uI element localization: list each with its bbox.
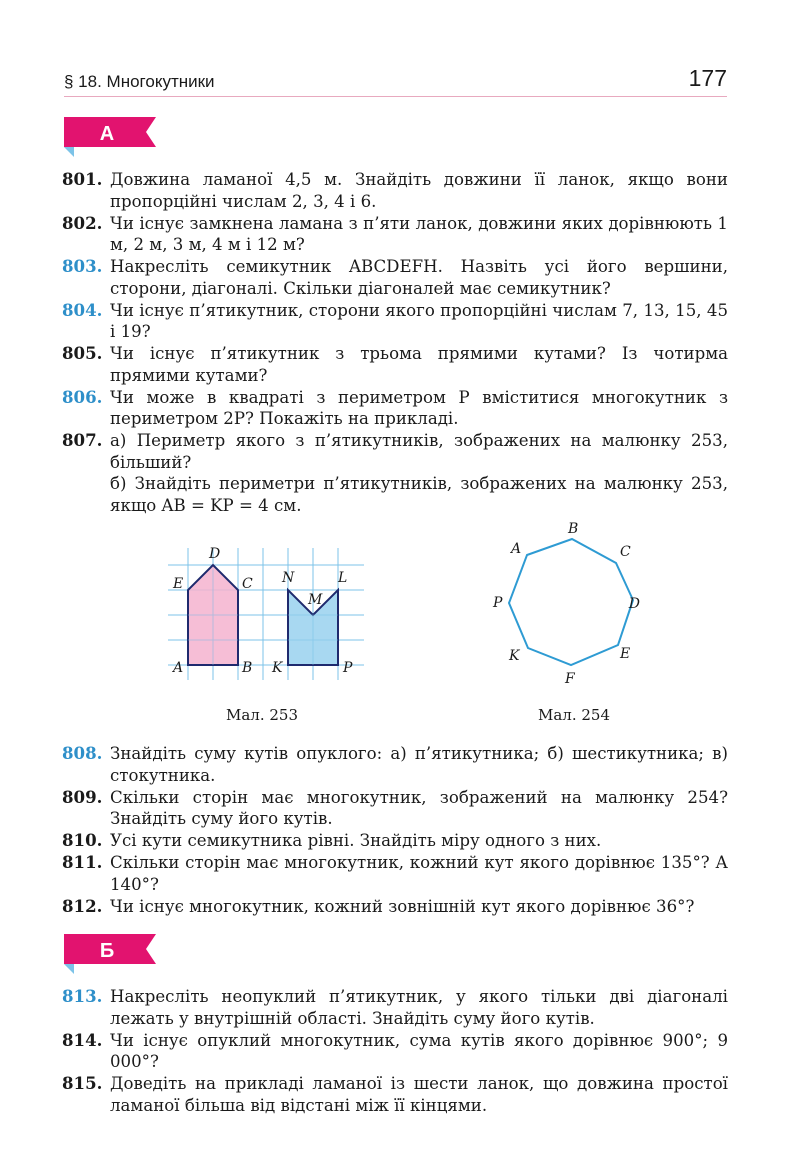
problem-text: Чи може в квадраті з периметром P вміститися многокутник з периметром 2P? Покажіть на прикладі.: [110, 387, 728, 428]
section-title: § 18. Многокутники: [64, 72, 215, 91]
problem-number: 806.: [62, 386, 103, 407]
figure-253-254: [160, 520, 640, 700]
problem-807: [62, 430, 728, 516]
problem-text: Накресліть неопуклий п’ятикутник, у якого тільки дві діагоналі лежать у внутрішній області. Знайдіть суму його кутів.: [110, 987, 728, 1028]
problem-number: 809.: [62, 786, 103, 807]
problem-813: [62, 986, 728, 1029]
problem-text: Чи існує опуклий многокутник, сума кутів якого дорівнює 900°; 9 000°?: [110, 1030, 728, 1071]
problem-text: [110, 430, 728, 516]
problem-text: Чи існує п’ятикутник з трьома прямими кутами? Із чотирма прямими кутами?: [110, 344, 728, 385]
label-A: A: [511, 541, 522, 557]
problem-list-a: [62, 169, 728, 517]
problem-number: 808.: [62, 743, 103, 763]
label-P: P: [493, 595, 503, 611]
problem-text: Чи існує замкнена ламана з п’яти ланок, довжини яких дорівнюють 1 м, 2 м, 3 м, 4 м і 12 м?: [110, 213, 728, 254]
problem-811: [62, 852, 728, 895]
problem-number: 811.: [62, 852, 103, 872]
problem-number: 813.: [62, 986, 103, 1006]
problem-part-b: б) Знайдіть периметри п’ятикутників, зображених на малюнку 253, якщо AB = KP = 4 см.: [110, 474, 728, 515]
section-letter-b: Б: [99, 940, 115, 962]
problem-810: [62, 830, 728, 852]
label-A: A: [173, 660, 184, 676]
problem-part-a: а) Периметр якого з п’ятикутників, зображених на малюнку 253, більший?: [110, 431, 728, 472]
problem-number: 805.: [62, 343, 103, 363]
problem-text: Усі кути семикутника рівні. Знайдіть міру одного з них.: [110, 831, 602, 850]
problem-text: Доведіть на прикладі ламаної із шести ланок, що довжина простої ламаної більша від відстані між її кінцями.: [110, 1074, 728, 1115]
problem-number: 802.: [62, 212, 103, 233]
problem-812: [62, 896, 728, 918]
problem-text: Знайдіть суму кутів опуклого: а) п’ятикутника; б) шестикутника; в) стокутника.: [110, 744, 728, 785]
problem-801: [62, 169, 728, 212]
label-E: E: [173, 576, 184, 592]
problem-text: Накресліть семикутник ABCDEFH. Назвіть усі його вершини, сторони, діагоналі. Скільки діагоналей має семикутник?: [110, 257, 728, 298]
problem-text: Чи існує многокутник, кожний зовнішній кут якого дорівнює 36°?: [110, 896, 695, 916]
figure-253-caption: Мал. 253: [226, 706, 298, 724]
problem-text: Скільки сторін має многокутник, зображений на малюнку 254? Знайдіть суму його кутів.: [110, 787, 728, 828]
label-M: M: [308, 592, 323, 608]
problem-text: Чи існує п’ятикутник, сторони якого пропорційні числам 7, 13, 15, 45 і 19?: [110, 300, 728, 341]
page-number: 177: [688, 65, 727, 91]
problem-text: Скільки сторін має многокутник, кожний кут якого дорівнює 135°? А 140°?: [110, 853, 728, 894]
label-L: L: [338, 570, 348, 586]
label-D: D: [628, 596, 640, 612]
problem-814: [62, 1030, 728, 1073]
figures-block: [160, 520, 640, 730]
problem-802: [62, 213, 728, 256]
problem-number: 812.: [62, 895, 103, 916]
section-tag-b: [64, 934, 156, 972]
problem-list-a2: [62, 743, 728, 918]
problem-number: 807.: [62, 430, 103, 450]
label-D: D: [209, 546, 221, 562]
problem-number: 814.: [62, 1029, 103, 1050]
section-tag-a: [64, 117, 156, 155]
problem-808: [62, 743, 728, 786]
problem-809: [62, 787, 728, 830]
problem-815: [62, 1073, 728, 1116]
label-K: K: [509, 648, 520, 664]
problem-804: [62, 300, 728, 343]
label-F: F: [565, 671, 575, 687]
label-B: B: [568, 521, 579, 537]
problem-number: 804.: [62, 299, 103, 320]
label-C: C: [620, 544, 631, 560]
label-C: C: [242, 576, 253, 592]
page-header: [64, 64, 727, 97]
problem-text: Довжина ламаної 4,5 м. Знайдіть довжини її ланок, якщо вони пропорційні числам 2, 3, 4 і 6.: [110, 170, 728, 211]
problem-803: [62, 256, 728, 299]
label-K: K: [272, 660, 283, 676]
label-E: E: [620, 646, 631, 662]
problem-list-b: [62, 986, 728, 1117]
problem-number: 803.: [62, 256, 103, 276]
problem-806: [62, 387, 728, 430]
octagon-shape: [509, 539, 633, 665]
label-P: P: [343, 660, 353, 676]
figure-254-caption: Мал. 254: [538, 706, 610, 724]
label-B: B: [242, 660, 253, 676]
problem-number: 801.: [62, 169, 103, 189]
problem-number: 810.: [62, 830, 103, 850]
problem-number: 815.: [62, 1073, 103, 1093]
label-N: N: [282, 570, 295, 586]
section-letter-a: А: [99, 123, 115, 145]
problem-805: [62, 343, 728, 386]
